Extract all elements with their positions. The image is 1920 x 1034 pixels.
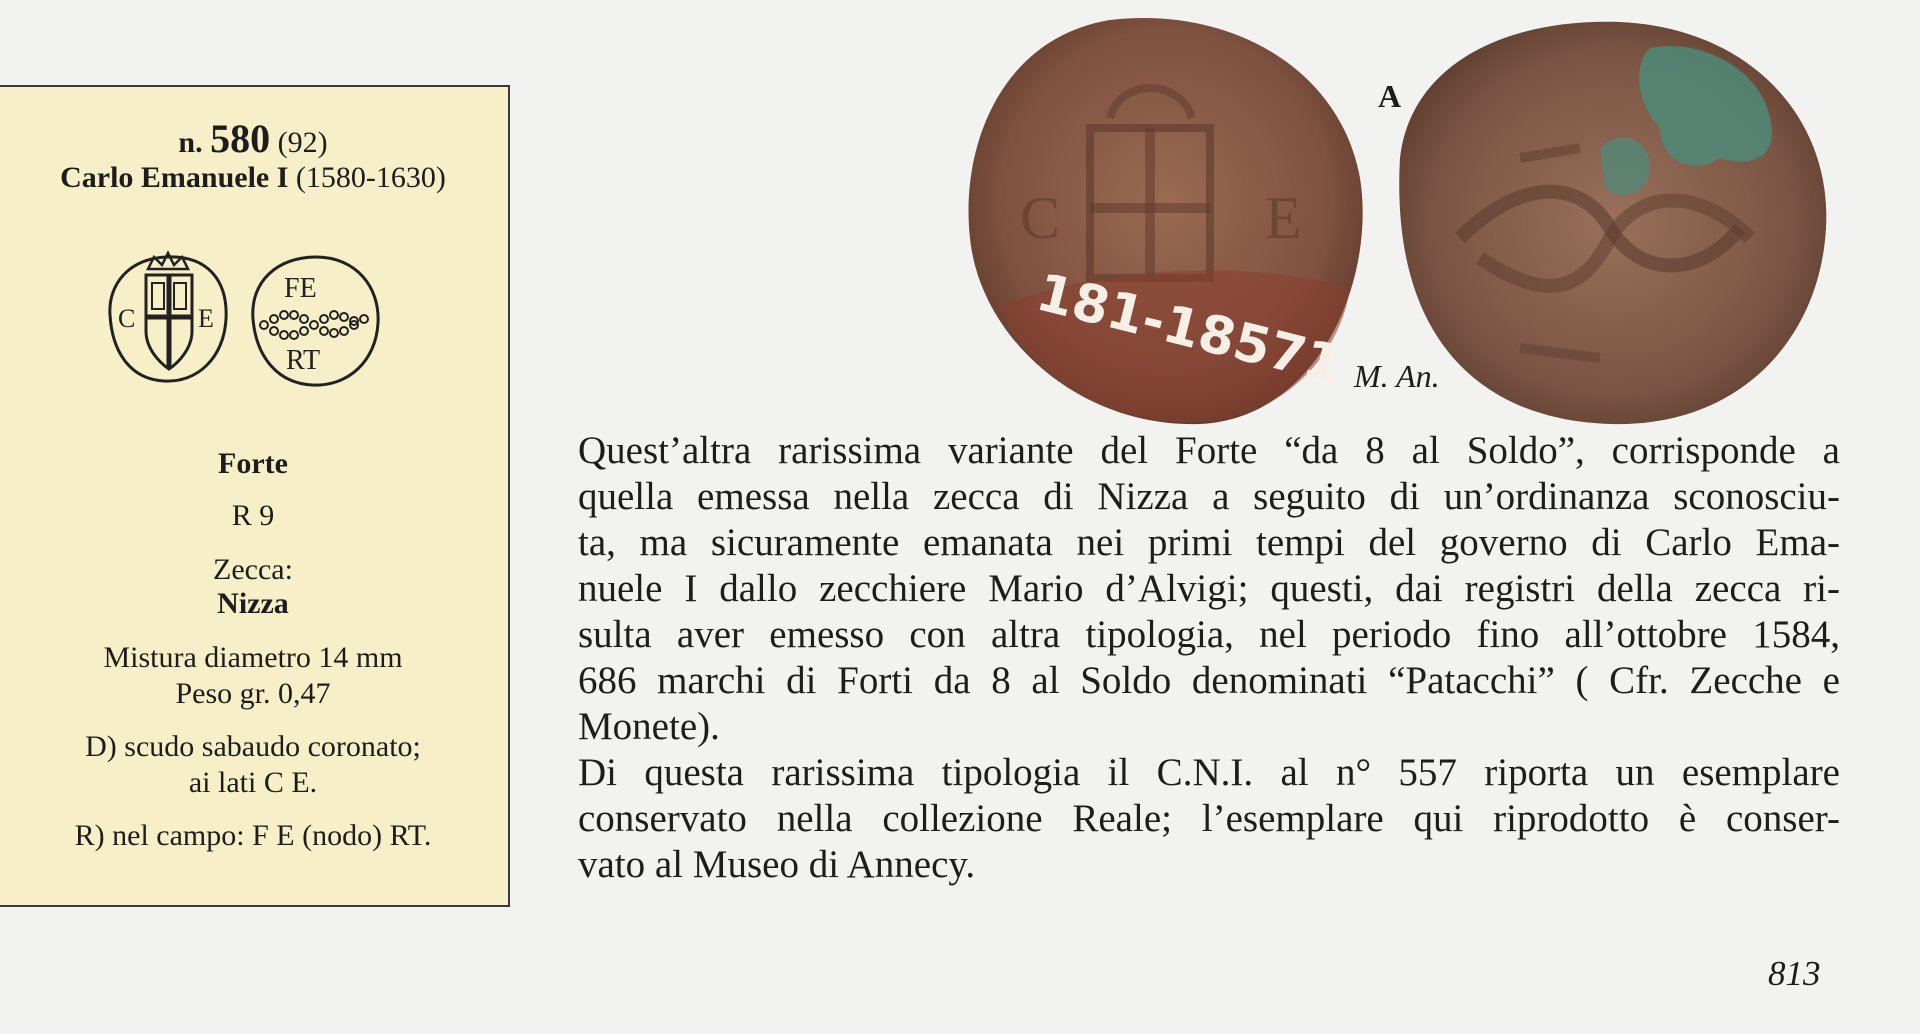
obverse-letter-c: C <box>118 304 136 333</box>
catalog-info-box <box>0 85 510 907</box>
obverse-description-2: ai lati C E. <box>188 766 318 799</box>
page-number: 813 <box>1768 954 1821 993</box>
body-line: Quest’altra rarissima variante del Forte “da 8 al Soldo”, corrisponde a <box>578 429 1840 472</box>
metal-diameter: Mistura diametro 14 mm <box>103 641 403 674</box>
ruler-years: (1580-1630) <box>295 161 446 194</box>
inventory-tag: 181-18571 <box>1030 262 1348 397</box>
catalog-number <box>0 115 508 162</box>
knot-icon <box>260 311 368 339</box>
body-line: ta, ma sicuramente emanata nei primi tempi del governo di Carlo Ema- <box>578 521 1840 564</box>
rarity: R 9 <box>231 499 275 532</box>
body-line: conservato nella collezione Reale; l’esemplare qui riprodotto è conser- <box>578 797 1840 840</box>
number-value: 580 <box>210 116 271 161</box>
obverse-drawing <box>110 253 226 381</box>
obverse-description-1: D) scudo sabaudo coronato; <box>85 730 421 763</box>
reverse-letters-rt: RT <box>286 345 321 376</box>
reverse-letters-fe: FE <box>284 273 317 304</box>
body-line: 686 marchi di Forti da 8 al Soldo denominati “Patacchi” ( Cfr. Zecche e <box>578 659 1840 702</box>
body-line: quella emessa nella zecca di Nizza a seguito di un’ordinanza sconosciu- <box>578 475 1840 518</box>
svg-text:C: C <box>1020 185 1061 251</box>
body-text <box>578 428 1840 888</box>
body-line: Monete). <box>578 705 720 748</box>
number-reference: (92) <box>277 126 328 159</box>
photo-label-a: A <box>1378 78 1402 114</box>
reverse-drawing <box>253 257 378 385</box>
reverse-photo <box>1399 22 1826 424</box>
obverse-photo <box>969 18 1363 424</box>
reverse-description: R) nel campo: F E (nodo) RT. <box>74 819 432 852</box>
coin-drawings <box>98 245 388 395</box>
mint-name: Nizza <box>217 587 289 620</box>
crown-icon <box>148 253 188 269</box>
body-line: vato al Museo di Annecy. <box>578 843 976 886</box>
photo-credit: M. An. <box>1354 358 1440 394</box>
ruler-name: Carlo Emanuele I <box>60 161 289 194</box>
mint-label: Zecca: <box>213 553 293 586</box>
obverse-letter-e: E <box>198 304 214 333</box>
ruler-line <box>0 161 508 195</box>
body-line: Di questa rarissima tipologia il C.N.I. al n° 557 riporta un esemplare <box>578 751 1840 794</box>
body-line: sulta aver emesso con altra tipologia, nel periodo fino all’ottobre 1584, <box>578 613 1840 656</box>
weight: Peso gr. 0,47 <box>175 677 331 710</box>
coin-name: Forte <box>218 447 288 480</box>
svg-text:E: E <box>1265 185 1302 251</box>
body-line: nuele I dallo zecchiere Mario d’Alvigi; questi, dai registri della zecca ri- <box>578 567 1840 610</box>
number-prefix: n. <box>178 126 203 159</box>
